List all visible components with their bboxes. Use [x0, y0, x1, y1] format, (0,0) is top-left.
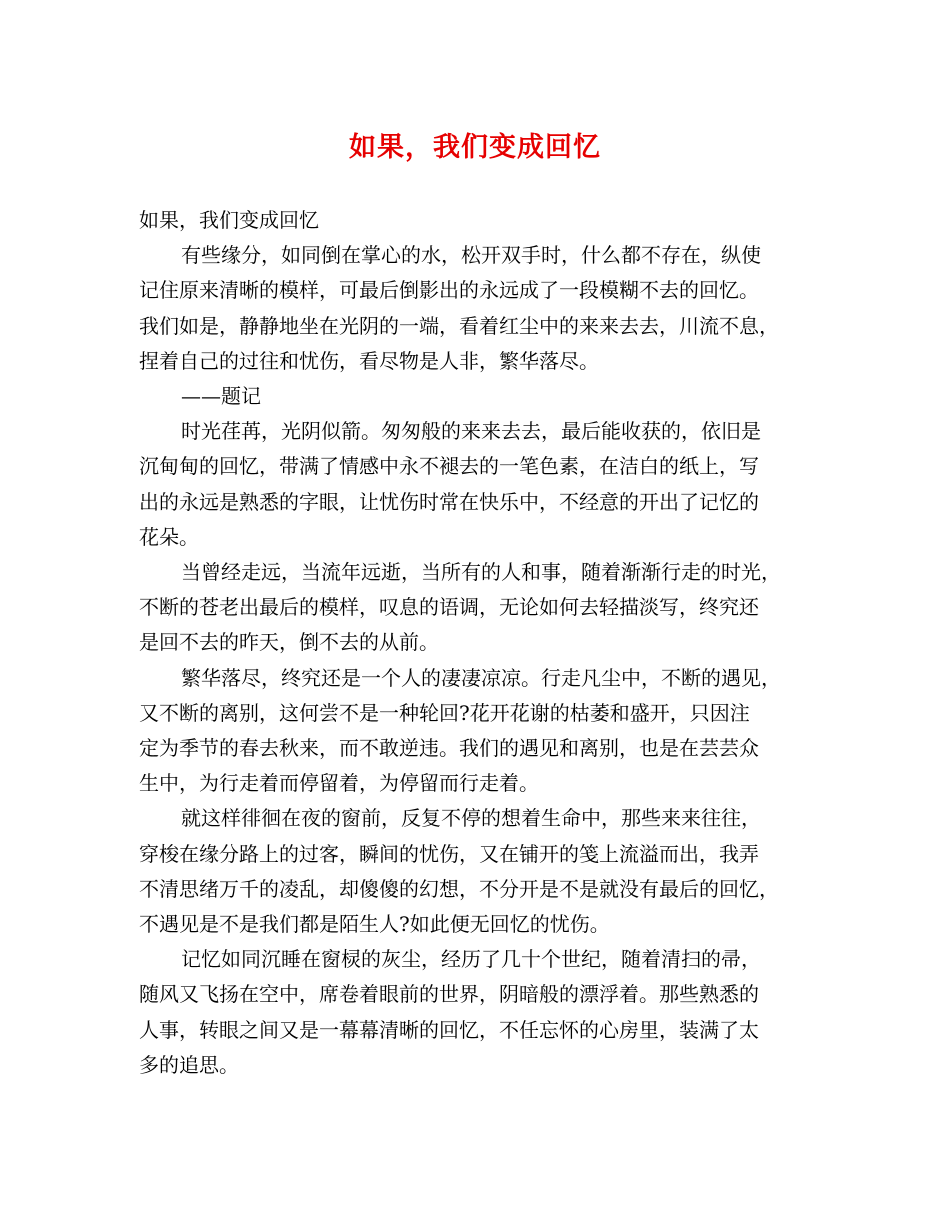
text-line: 繁华落尽，终究还是一个人的凄凄凉凉。行走凡尘中，不断的遇见， [181, 665, 781, 690]
paragraph-epigraph-signature [139, 379, 819, 414]
text-line: 生中，为行走着而停留着，为停留而行走着。 [139, 771, 539, 796]
paragraph-5 [139, 801, 819, 942]
text-line: 我们如是，静静地坐在光阴的一端，看着红尘中的来来去去，川流不息， [139, 313, 779, 338]
text-line: 是回不去的昨天，倒不去的从前。 [139, 630, 439, 655]
paragraph-1 [139, 238, 819, 379]
paragraph-2 [139, 414, 819, 555]
text-line: 捏着自己的过往和忧伤，看尽物是人非，繁华落尽。 [139, 348, 599, 373]
document-title: 如果，我们变成回忆 [349, 132, 601, 163]
text-line: 又不断的离别，这何尝不是一种轮回?花开花谢的枯萎和盛开，只因注 [139, 700, 750, 725]
paragraph-6 [139, 942, 819, 1083]
text-line: 不遇见是不是我们都是陌生人?如此便无回忆的忧伤。 [139, 912, 610, 937]
text-line: 记住原来清晰的模样，可最后倒影出的永远成了一段模糊不去的回忆。 [139, 278, 759, 303]
text-line: 就这样徘徊在夜的窗前，反复不停的想着生命中，那些来来往往， [181, 806, 761, 831]
body-heading: 如果，我们变成回忆 [139, 208, 319, 232]
document-body [139, 203, 819, 1083]
text-line: 花朵。 [139, 524, 199, 549]
text-line: 出的永远是熟悉的字眼，让忧伤时常在快乐中，不经意的开出了记忆的 [139, 489, 759, 514]
text-line: 不断的苍老出最后的模样，叹息的语调，无论如何去轻描淡写，终究还 [139, 595, 759, 620]
text-line: 时光荏苒，光阴似箭。匆匆般的来来去去，最后能收获的，依旧是 [181, 419, 761, 444]
text-line: 随风又飞扬在空中，席卷着眼前的世界，阴暗般的漂浮着。那些熟悉的 [139, 982, 759, 1007]
text-line: 不清思绪万千的凌乱，却傻傻的幻想，不分开是不是就没有最后的回忆， [139, 876, 779, 901]
text-line: 记忆如同沉睡在窗棂的灰尘，经历了几十个世纪，随着清扫的帚， [181, 947, 761, 972]
paragraph-3 [139, 555, 819, 661]
text-line: 沉甸甸的回忆，带满了情感中永不褪去的一笔色素，在洁白的纸上，写 [139, 454, 759, 479]
text-line: 有些缘分，如同倒在掌心的水，松开双手时，什么都不存在，纵使 [181, 243, 761, 268]
text-line: 当曾经走远，当流年远逝，当所有的人和事，随着渐渐行走的时光， [181, 560, 781, 585]
text-line: 穿梭在缘分路上的过客，瞬间的忧伤，又在铺开的笺上流溢而出，我弄 [139, 841, 759, 866]
text-line: ——题记 [181, 384, 261, 409]
text-line: 定为季节的春去秋来，而不敢逆违。我们的遇见和离别，也是在芸芸众 [139, 736, 759, 761]
paragraph-4 [139, 661, 819, 802]
text-line: 人事，转眼之间又是一幕幕清晰的回忆，不任忘怀的心房里，装满了太 [139, 1017, 759, 1042]
text-line: 多的追思。 [139, 1052, 239, 1077]
